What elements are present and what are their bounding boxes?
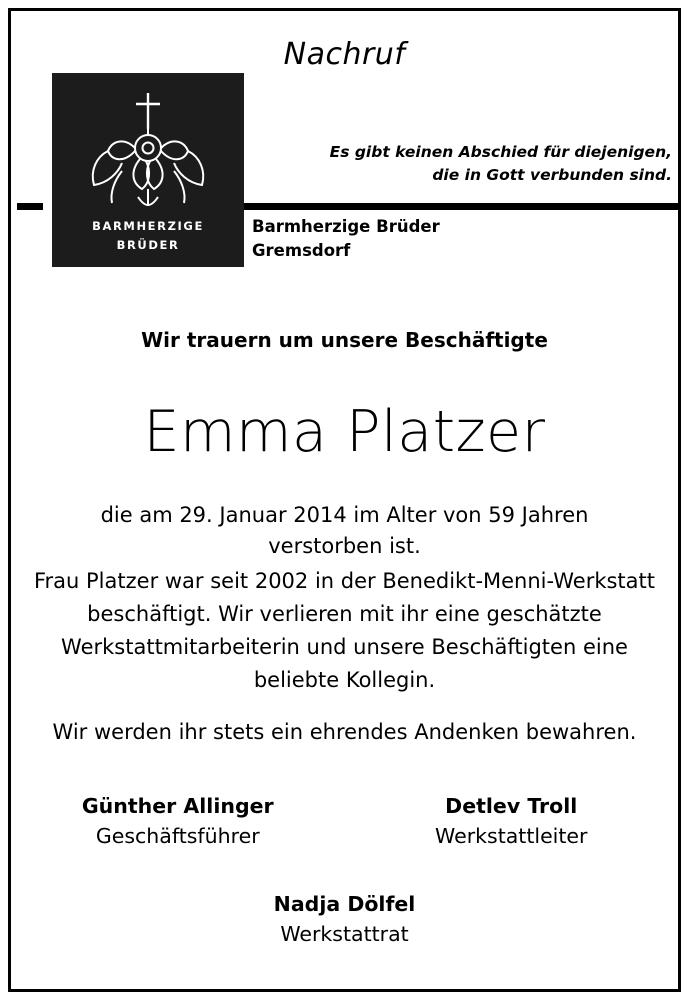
quote-line-2: die in Gott verbunden sind.: [432, 166, 672, 184]
signatory-name: Günther Allinger: [81, 794, 274, 818]
page-title: Nachruf: [283, 37, 406, 72]
organisation-name: [252, 215, 440, 263]
obituary-content: [11, 11, 678, 989]
mourning-statement: Wir trauern um unsere Beschäftigte: [141, 328, 548, 352]
divider-right: [244, 203, 678, 210]
signatory-role: Geschäftsführer: [95, 824, 260, 848]
quote-line-1: Es gibt keinen Abschied für diejenigen,: [329, 143, 672, 161]
obituary-paragraph-1: die am 29. Januar 2014 im Alter von 59 Jahren verstorben ist.: [100, 503, 589, 558]
cross-and-rose-emblem: [52, 85, 244, 215]
organisation-logo: [52, 73, 244, 267]
logo-text: [52, 217, 244, 255]
obituary-paragraph-2: Frau Platzer war seit 2002 in der Benedikt-Menni-Werkstatt beschäftigt. Wir verlieren mit ihr eine geschätzte Werkstattmitarbeiterin und unsere Beschäftigten eine beliebte Kollegin.: [33, 569, 656, 692]
signatory-2: [345, 791, 679, 851]
signatory-row-top: [11, 791, 678, 851]
divider-left: [17, 203, 43, 210]
quote-block: [252, 141, 672, 187]
organisation-line-2: Gremsdorf: [252, 241, 351, 260]
signatory-row-bottom: [11, 889, 678, 949]
signatory-name: Detlev Troll: [445, 794, 578, 818]
logo-text-line-1: BARMHERZIGE: [92, 219, 204, 233]
signatory-role: Werkstattrat: [280, 922, 409, 946]
deceased-name: Emma Platzer: [143, 399, 546, 465]
signatory-3: [11, 889, 678, 949]
obituary-paragraph-3: Wir werden ihr stets ein ehrendes Andenken bewahren.: [52, 720, 637, 744]
logo-text-line-2: BRÜDER: [116, 238, 180, 252]
signatory-role: Werkstattleiter: [435, 824, 588, 848]
signatory-name: Nadja Dölfel: [273, 892, 416, 916]
organisation-line-1: Barmherzige Brüder: [252, 217, 440, 236]
signatory-1: [11, 791, 345, 851]
